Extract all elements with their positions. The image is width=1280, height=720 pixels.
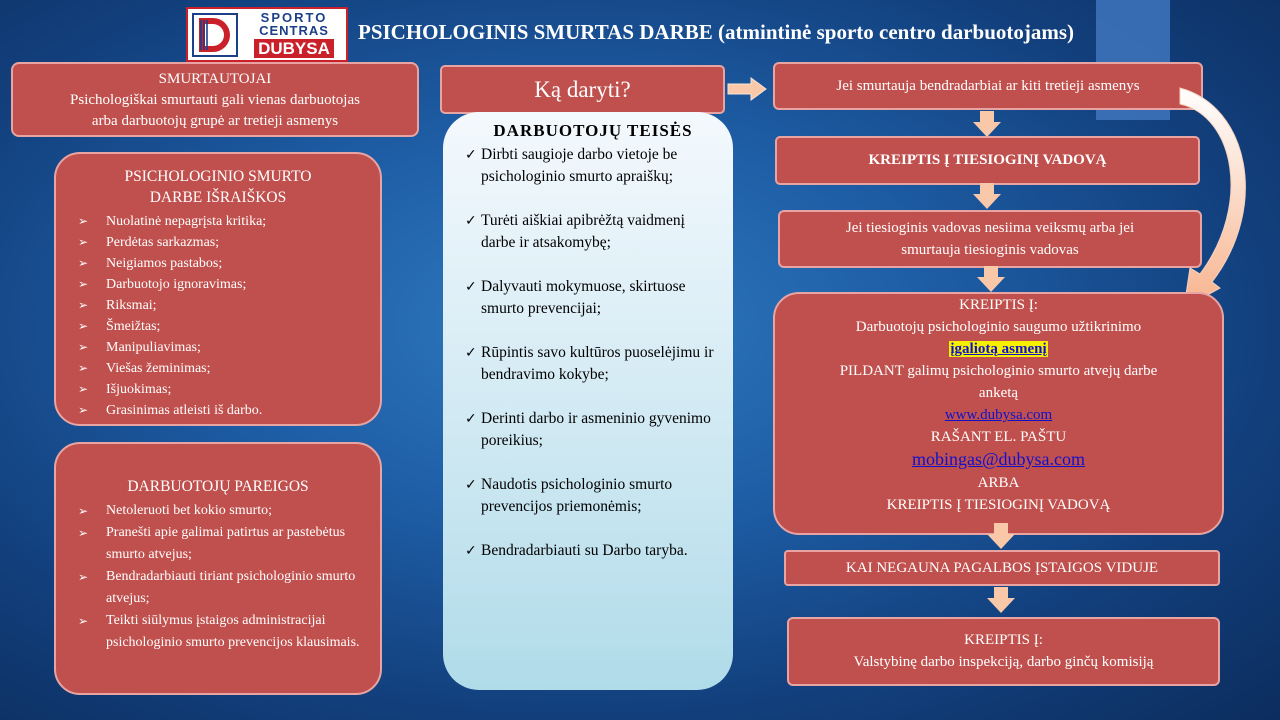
duties-heading: DARBUOTOJŲ PAREIGOS [127, 478, 309, 495]
perpetrators-box [11, 62, 419, 137]
list-item: ✓ Dirbti saugioje darbo vietoje be psichologinio smurto apraiškų; [465, 144, 721, 188]
step6-line-1: KREIPTIS Į: [964, 632, 1043, 648]
list-item: ➢ Nuolatinė nepagrįsta kritika; [56, 211, 380, 232]
list-item: ➢ Darbuotojo ignoravimas; [56, 274, 380, 295]
duties-list [56, 500, 380, 654]
list-item: ➢ Pranešti apie galimai patirtus ar pastebėtus smurto atvejus; [56, 522, 380, 566]
expressions-list [56, 211, 380, 421]
right-arrow-icon [727, 77, 767, 106]
logo-line-1: SPORTO [260, 10, 328, 25]
perpetrators-line-2: arba darbuotojų grupė ar tretieji asmenys [91, 113, 339, 129]
step4-line-2: Darbuotojų psichologinio saugumo užtikrinimo [855, 319, 1142, 335]
flow-step-direct-manager: KREIPTIS Į TIESIOGINĮ VADOVĄ [775, 136, 1200, 185]
list-item: ➢ Grasinimas atleisti iš darbo. [56, 400, 380, 421]
list-item: ➢ Išjuokimas; [56, 379, 380, 400]
logo-line-3: DUBYSA [254, 39, 334, 58]
flow-step-coworkers: Jei smurtauja bendradarbiai ar kiti tretieji asmenys [773, 62, 1203, 110]
list-item: ✓ Naudotis psichologinio smurto prevencijos priemonėmis; [465, 474, 721, 518]
flow-step-external-authorities [787, 617, 1220, 686]
step3-line-1: Jei tiesioginis vadovas nesiima veiksmų arba jei [845, 220, 1135, 236]
perpetrators-heading: SMURTAUTOJAI [158, 71, 272, 87]
logo-d-icon [188, 9, 242, 60]
sport-center-logo [186, 7, 348, 62]
list-item: ➢ Teikti siūlymus įstaigos administracijai psichologinio smurto prevencijos klausimais. [56, 610, 380, 654]
what-to-do-box: Ką daryti? [440, 65, 725, 114]
employee-duties-box [54, 442, 382, 695]
logo-line-2: CENTRAS [259, 23, 329, 38]
list-item: ➢ Netoleruoti bet kokio smurto; [56, 500, 380, 522]
list-item: ➢ Riksmai; [56, 295, 380, 316]
list-item: ➢ Neigiamos pastabos; [56, 253, 380, 274]
step4-line-3: PILDANT galimų psichologinio smurto atvejų darbe [839, 363, 1158, 379]
list-item: ✓ Dalyvauti mokymuose, skirtuose smurto prevencijai; [465, 276, 721, 320]
perpetrators-line-1: Psichologiškai smurtauti gali vienas darbuotojas [70, 92, 360, 108]
list-item: ✓ Derinti darbo ir asmeninio gyvenimo poreikius; [465, 408, 721, 452]
employee-rights-box [443, 112, 733, 690]
rights-heading: DARBUOTOJŲ TEISĖS [493, 121, 693, 140]
step4-line-7: KREIPTIS Į TIESIOGINĮ VADOVĄ [886, 497, 1111, 513]
list-item: ➢ Perdėtas sarkazmas; [56, 232, 380, 253]
step6-line-2: Valstybinę darbo inspekciją, darbo ginčų komisiją [853, 654, 1154, 670]
expressions-heading-line-2: DARBE IŠRAIŠKOS [149, 189, 287, 206]
flow-step-manager-inactive [778, 210, 1202, 268]
violence-expressions-box [54, 152, 382, 426]
page-title: PSICHOLOGINIS SMURTAS DARBE (atmintinė sporto centro darbuotojams) [358, 20, 1075, 44]
logo-text [242, 9, 346, 60]
step3-line-2: smurtauja tiesioginis vadovas [901, 242, 1079, 258]
down-arrow-icon [986, 586, 1016, 619]
list-item: ➢ Viešas žeminimas; [56, 358, 380, 379]
list-item: ✓ Rūpintis savo kultūros puoselėjimu ir bendravimo kokybe; [465, 342, 721, 386]
list-item: ➢ Šmeižtas; [56, 316, 380, 337]
list-item: ➢ Manipuliavimas; [56, 337, 380, 358]
list-item: ✓ Turėti aiškiai apibrėžtą vaidmenį darbe ir atsakomybę; [465, 210, 721, 254]
curved-arrow-icon [1178, 86, 1260, 317]
flow-step-no-internal-help: KAI NEGAUNA PAGALBOS ĮSTAIGOS VIDUJE [784, 550, 1220, 586]
step4-line-6: ARBA [977, 475, 1020, 491]
step4-line-1: KREIPTIS Į: [959, 297, 1038, 313]
step4-line-4: anketą [978, 385, 1019, 401]
list-item: ➢ Bendradarbiauti tiriant psichologinio smurto atvejus; [56, 566, 380, 610]
email-link[interactable]: mobingas@dubysa.com [911, 449, 1086, 469]
list-item: ✓ Bendradarbiauti su Darbo taryba. [465, 540, 721, 562]
flow-step-contact-authorized-person [773, 292, 1224, 535]
website-link[interactable]: www.dubysa.com [944, 407, 1053, 423]
authorized-person-highlight: įgaliotą asmenį [950, 341, 1047, 357]
expressions-heading-line-1: PSICHOLOGINIO SMURTO [124, 168, 312, 185]
step4-line-5: RAŠANT EL. PAŠTU [930, 429, 1067, 445]
